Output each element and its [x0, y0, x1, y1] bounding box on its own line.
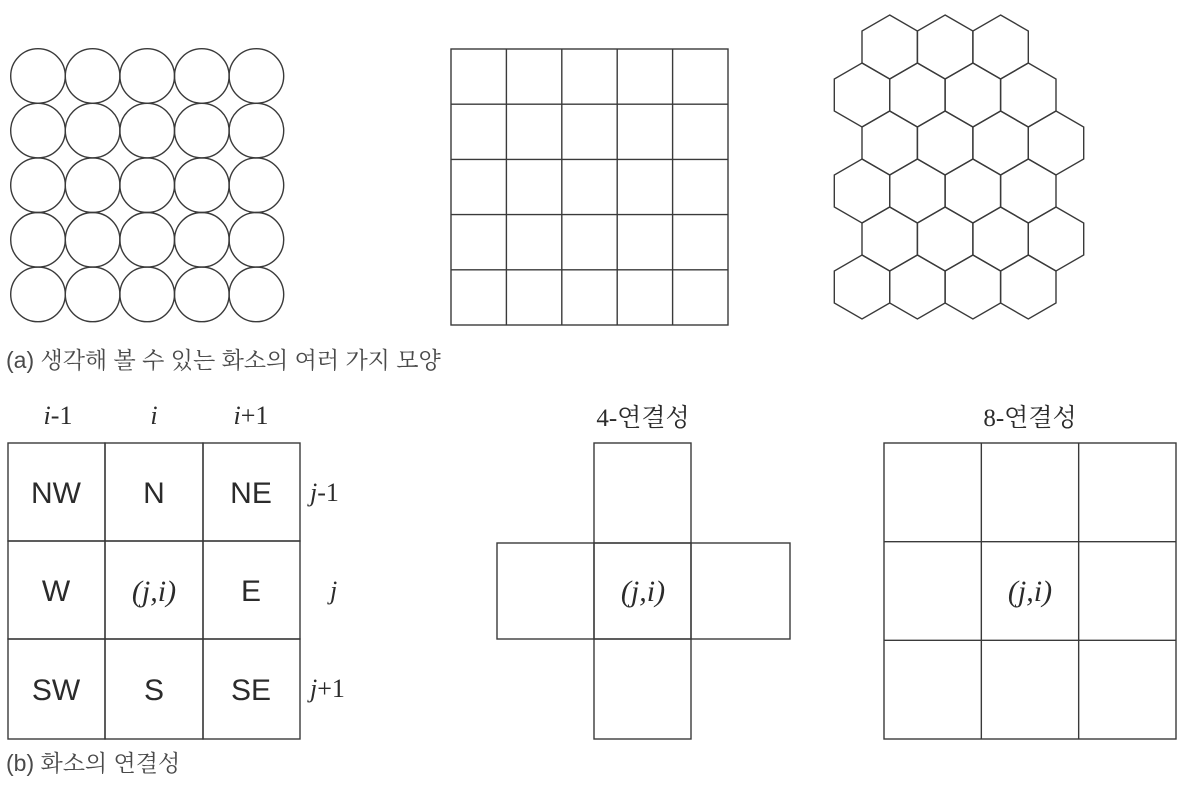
circle-pixel [120, 213, 175, 268]
hexagon-pixel [834, 63, 889, 127]
circle-pixel [175, 267, 230, 322]
four-conn-bottom-cell [594, 639, 691, 739]
circle-pixel [175, 49, 230, 104]
circle-pixel [65, 267, 120, 322]
hexagon-pixel [862, 111, 917, 175]
hexagon-pixel [917, 111, 973, 175]
col-header-i-plus-1: i+1 [233, 401, 269, 430]
caption-b: (b) 화소의 연결성 [6, 750, 181, 776]
label-se: SE [230, 674, 272, 707]
circle-pixel [175, 158, 230, 213]
circle-pixel [65, 213, 120, 268]
label-n: N [143, 477, 165, 510]
square-pixel-grid [451, 49, 728, 325]
label-s: S [143, 674, 165, 707]
circle-pixel [229, 213, 284, 268]
hexagon-pixel [973, 207, 1028, 271]
label-w: W [41, 575, 71, 608]
hexagon-pixel [973, 111, 1028, 175]
circle-pixel [11, 158, 66, 213]
label-sw: SW [31, 674, 81, 707]
hexagon-pixel [890, 159, 945, 223]
four-conn-center-label: (j,i) [620, 575, 666, 608]
circle-pixel [11, 213, 66, 268]
circle-pixel [65, 103, 120, 158]
circle-pixel [229, 267, 284, 322]
circle-pixel [11, 103, 66, 158]
four-connectivity-diagram [497, 404, 790, 739]
hexagon-pixel [890, 63, 945, 127]
hexagon-pixel [890, 255, 945, 319]
hexagon-pixel [973, 15, 1028, 79]
label-ne: NE [230, 477, 272, 510]
hexagon-pixel-grid [834, 15, 1083, 319]
eight-conn-center-label: (j,i) [1007, 575, 1053, 608]
circle-pixel [65, 158, 120, 213]
row-header-j: j [330, 576, 338, 605]
circle-pixel [120, 158, 175, 213]
four-conn-left-cell [497, 543, 594, 639]
circle-pixel [229, 49, 284, 104]
caption-a: (a) 생각해 볼 수 있는 화소의 여러 가지 모양 [6, 347, 441, 373]
hexagon-pixel [834, 255, 889, 319]
col-header-i-minus-1: i-1 [43, 401, 73, 430]
label-e: E [240, 575, 262, 608]
hexagon-pixel [945, 255, 1001, 319]
square-grid-border [451, 49, 728, 325]
circle-pixel [120, 49, 175, 104]
row-header-j-minus-1: j-1 [310, 478, 339, 507]
eight-conn-title: 8-연결성 [983, 405, 1077, 432]
circle-pixel [65, 49, 120, 104]
hexagon-pixel [862, 15, 917, 79]
hexagon-pixel [945, 63, 1001, 127]
circle-pixel [229, 103, 284, 158]
eight-connectivity-diagram [884, 404, 1176, 739]
circle-pixel [175, 213, 230, 268]
row-header-j-plus-1: j+1 [310, 674, 345, 703]
hexagon-pixel [834, 159, 889, 223]
label-nw: NW [31, 477, 81, 510]
neighborhood-table [8, 401, 345, 739]
circle-pixel [11, 267, 66, 322]
circle-pixel [11, 49, 66, 104]
four-conn-title: 4-연결성 [596, 405, 690, 432]
hexagon-pixel [917, 207, 973, 271]
hexagon-pixel [945, 159, 1001, 223]
hexagon-pixel [1028, 111, 1083, 175]
hexagon-pixel [1001, 159, 1056, 223]
hexagon-pixel [862, 207, 917, 271]
label-center: (j,i) [131, 575, 177, 608]
circle-pixel [120, 103, 175, 158]
four-conn-right-cell [691, 543, 790, 639]
circle-pixel [175, 103, 230, 158]
hexagon-pixel [1001, 255, 1056, 319]
four-conn-top-cell [594, 443, 691, 543]
hexagon-pixel [1001, 63, 1056, 127]
col-header-i: i [150, 401, 158, 430]
circle-pixel [120, 267, 175, 322]
circle-pixel [229, 158, 284, 213]
circle-pixel-grid [11, 49, 284, 322]
hexagon-pixel [917, 15, 973, 79]
hexagon-pixel [1028, 207, 1083, 271]
